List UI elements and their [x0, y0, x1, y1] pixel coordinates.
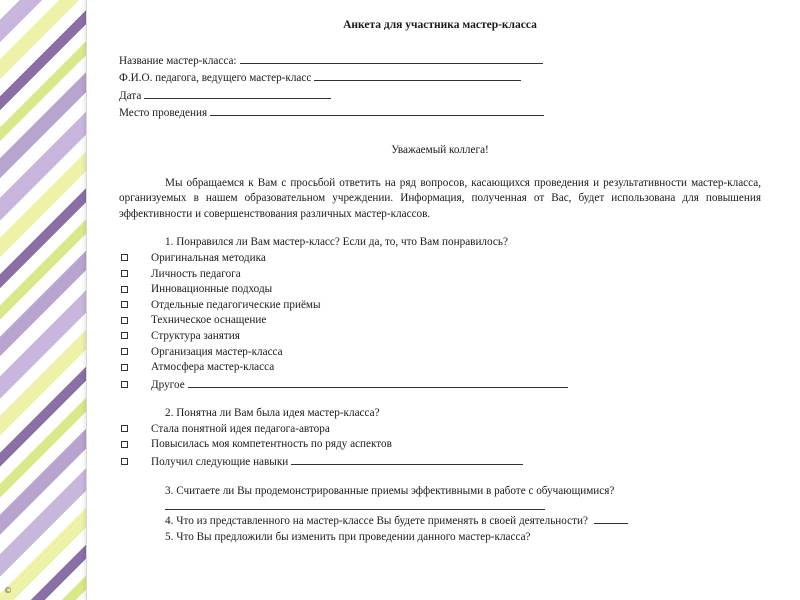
question-4 — [119, 512, 761, 530]
masterclass-name-blank[interactable] — [240, 52, 543, 64]
checkbox-icon[interactable] — [121, 286, 128, 293]
option-original-method[interactable] — [119, 251, 761, 267]
question-4-answer-blank[interactable] — [594, 512, 628, 524]
option-label: Организация мастер-класса — [151, 345, 283, 358]
field-date — [119, 87, 761, 105]
date-blank[interactable] — [144, 87, 331, 99]
option-innovative-approaches[interactable] — [119, 282, 761, 298]
option-organization[interactable] — [119, 345, 761, 361]
checkbox-icon[interactable] — [121, 270, 128, 277]
question-1-options — [119, 251, 761, 393]
question-3-answer-blank[interactable] — [165, 499, 545, 510]
option-label: Атмосфера мастер-класса — [151, 361, 275, 374]
teacher-name-blank[interactable] — [314, 69, 521, 81]
field-label: Название мастер-класса: — [119, 54, 237, 67]
option-label: Личность педагога — [151, 267, 241, 280]
question-2: 2. Понятна ли Вам была идея мастер-класса? — [165, 407, 380, 420]
field-label: Дата — [119, 89, 142, 102]
option-competence-increased[interactable] — [119, 437, 761, 453]
option-label: Стала понятной идея педагога-автора — [151, 422, 330, 435]
question-5: 5. Что Вы предложили бы изменить при проведении данного мастер-класса? — [165, 530, 531, 543]
option-label: Оригинальная методика — [151, 251, 266, 264]
salutation: Уважаемый коллега! — [391, 143, 489, 156]
checkbox-icon[interactable] — [121, 317, 128, 324]
option-lesson-structure[interactable] — [119, 329, 761, 345]
checkbox-icon[interactable] — [121, 301, 128, 308]
checkbox-icon[interactable] — [121, 254, 128, 261]
question-3: 3. Считаете ли Вы продемонстрированные приемы эффективными в работе с обучающимися? — [165, 484, 615, 497]
credit-watermark: © — [4, 586, 12, 595]
other-blank[interactable] — [188, 376, 568, 388]
field-teacher-name — [119, 69, 761, 87]
page-title: Анкета для участника мастер-класса — [343, 19, 537, 31]
option-other[interactable] — [119, 376, 761, 394]
option-idea-clear[interactable] — [119, 422, 761, 438]
option-label: Техническое оснащение — [151, 314, 267, 327]
field-masterclass-name — [119, 52, 761, 70]
option-atmosphere[interactable] — [119, 360, 761, 376]
field-label: Ф.И.О. педагога, ведущего мастер-класс — [119, 72, 312, 85]
option-label: Отдельные педагогические приёмы — [151, 298, 321, 311]
option-label: Повысилась моя компетентность по ряду аспектов — [151, 438, 392, 451]
skills-blank[interactable] — [291, 453, 523, 465]
option-technical-equipment[interactable] — [119, 313, 761, 329]
checkbox-icon[interactable] — [121, 381, 128, 388]
page-content — [119, 18, 761, 545]
option-label: Инновационные подходы — [151, 283, 273, 296]
checkbox-icon[interactable] — [121, 364, 128, 371]
option-label: Структура занятия — [151, 329, 240, 342]
checkbox-icon[interactable] — [121, 332, 128, 339]
questionnaire-page — [86, 0, 800, 600]
checkbox-icon[interactable] — [121, 458, 128, 465]
field-venue — [119, 104, 761, 122]
question-4-text: 4. Что из представленного на мастер-классе Вы будете применять в своей деятельности? — [165, 515, 588, 528]
option-label: Получил следующие навыки — [151, 456, 289, 469]
question-1: 1. Понравился ли Вам мастер-класс? Если да, то, что Вам понравилось? — [165, 236, 508, 249]
option-skills-gained[interactable] — [119, 453, 761, 471]
checkbox-icon[interactable] — [121, 425, 128, 432]
option-teacher-personality[interactable] — [119, 267, 761, 283]
question-2-options — [119, 422, 761, 471]
intro-paragraph: Мы обращаемся к Вам с просьбой ответить на ряд вопросов, касающихся проведения и результативности мастер-класса, организуемых в нашем образовательном учреждении. Информация, полученная от Вас, будет использована для повышения эффективности и совершенствования различных мастер-классов. — [119, 176, 761, 220]
field-label: Место проведения — [119, 107, 208, 120]
checkbox-icon[interactable] — [121, 441, 128, 448]
venue-blank[interactable] — [210, 104, 544, 116]
option-label: Другое — [151, 378, 185, 391]
checkbox-icon[interactable] — [121, 348, 128, 355]
option-pedagogical-techniques[interactable] — [119, 298, 761, 314]
decorative-stripes — [0, 0, 96, 600]
